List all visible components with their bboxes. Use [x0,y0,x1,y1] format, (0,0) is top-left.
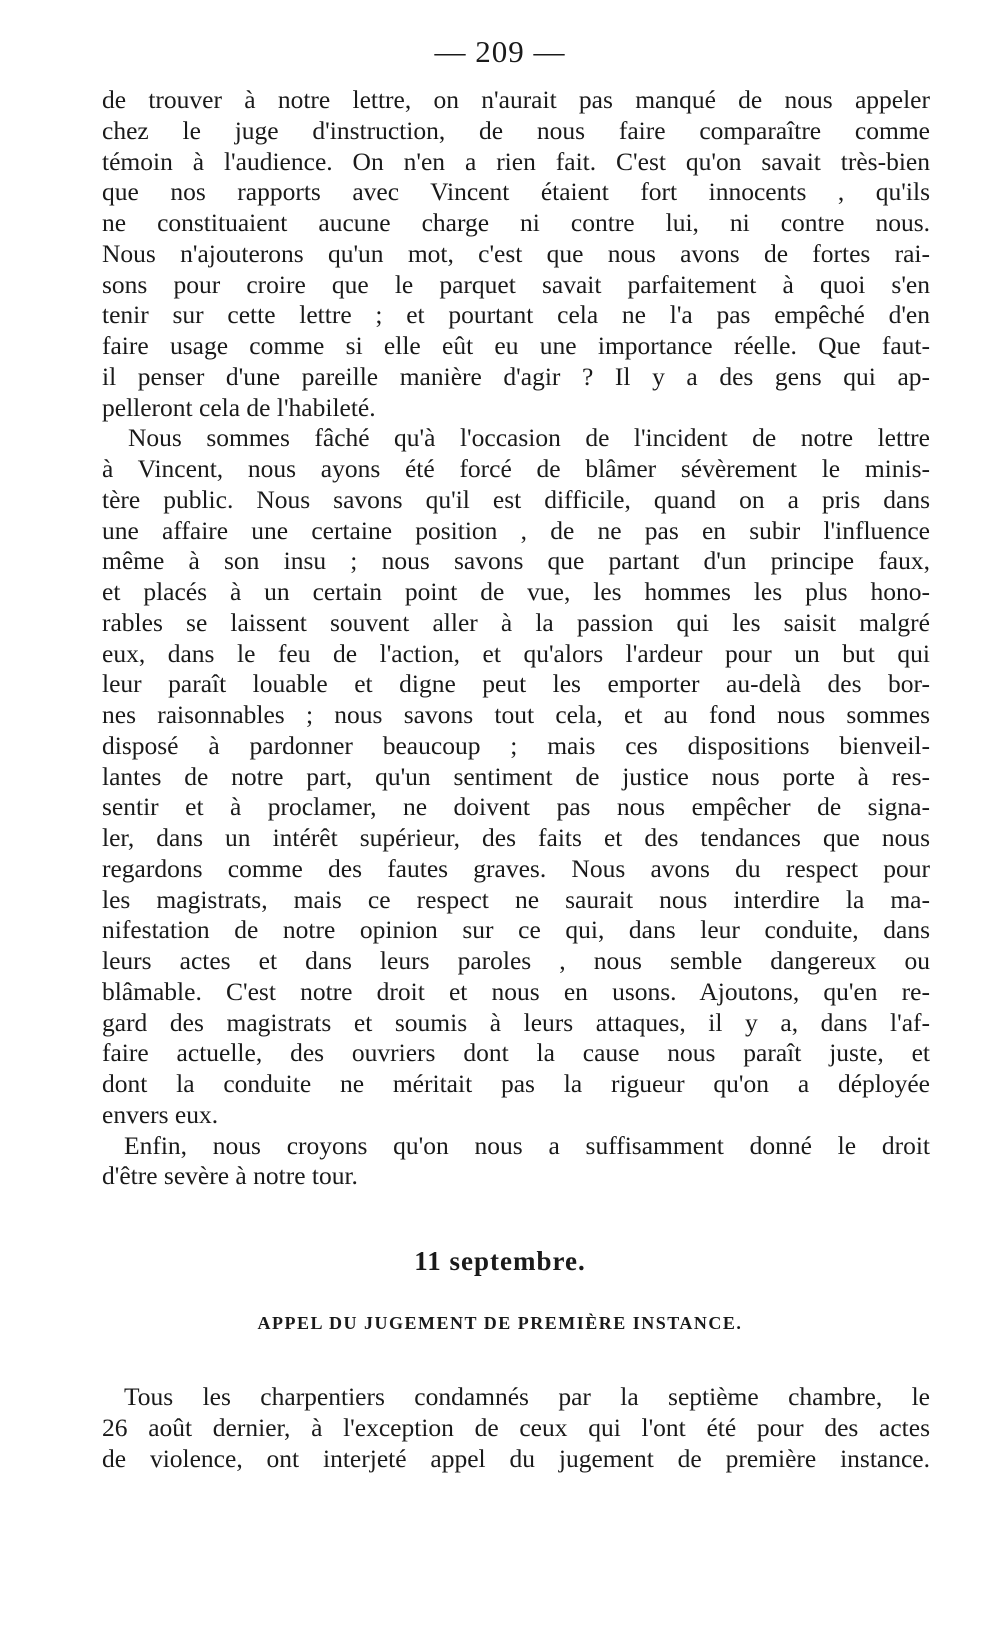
text-line: Nous sommes fâché qu'à l'occasion de l'incident de notre lettre [128,423,930,453]
text-line: leurs actes et dans leurs paroles , nous semble dangereux ou [102,946,930,975]
text-line: ler, dans un intérêt supérieur, des faits et des tendances que nous [102,823,930,852]
text-line: pelleront cela de l'habileté. [102,392,376,422]
text-line: ne constituaient aucune charge ni contre lui, ni contre nous. [102,208,930,237]
text-line: à Vincent, nous ayons été forcé de blâmer sévèrement le minis- [102,454,930,483]
text-line: sons pour croire que le parquet savait parfaitement à quoi s'en [102,269,930,299]
text-line: regardons comme des fautes graves. Nous avons du respect pour [102,853,930,883]
text-line: que nos rapports avec Vincent étaient fort innocents , qu'ils [102,177,930,207]
text-line: de violence, ont interjeté appel du jugement de première instance. [102,1444,930,1473]
text-line: et placés à un certain point de vue, les hommes les plus hono- [102,577,930,606]
text-line: gard des magistrats et soumis à leurs attaques, il y a, dans l'af- [102,1007,930,1037]
text-line: nes raisonnables ; nous savons tout cela, et au fond nous sommes [102,700,930,729]
text-line: Nous n'ajouterons qu'un mot, c'est que nous avons de fortes rai- [102,238,930,268]
section-date: 11 septembre. [414,1246,586,1276]
text-line: Tous les charpentiers condamnés par la septième chambre, le [124,1382,930,1411]
text-line: 26 août dernier, à l'exception de ceux qui l'ont été pour des actes [102,1413,930,1442]
text-line: Enfin, nous croyons qu'on nous a suffisamment donné le droit [124,1130,930,1160]
text-line: tère public. Nous savons qu'il est difficile, quand on a pris dans [102,484,930,514]
text-line: nifestation de notre opinion sur ce qui, dans leur conduite, dans [102,915,930,945]
body-text-2 [102,1381,930,1474]
section-heading: APPEL DU JUGEMENT DE PREMIÈRE INSTANCE. [257,1313,743,1333]
text-line: eux, dans le feu de l'action, et qu'alors l'ardeur pour un but qui [102,638,930,668]
text-line: de trouver à notre lettre, on n'aurait pas manqué de nous appeler [102,85,930,114]
text-line: les magistrats, mais ce respect ne saurait nous interdire la ma- [102,884,930,914]
text-line: dont la conduite ne méritait pas la rigueur qu'on a déployée [102,1069,930,1098]
text-line: d'être sevère à notre tour. [102,1161,358,1191]
text-line: envers eux. [102,1099,219,1129]
text-line: leur paraît louable et digne peut les emporter au-delà des bor- [102,669,930,699]
text-line: une affaire une certaine position , de ne pas en subir l'influence [102,515,930,545]
text-line: lantes de notre part, qu'un sentiment de justice nous porte à res- [102,761,930,791]
text-line: disposé à pardonner beaucoup ; mais ces dispositions bienveil- [102,730,930,760]
text-line: rables se laissent souvent aller à la passion qui les saisit malgré [102,607,930,637]
text-line: sentir et à proclamer, ne doivent pas nous empêcher de signa- [102,792,930,822]
text-line: faire actuelle, des ouvriers dont la cause nous paraît juste, et [102,1038,930,1068]
text-line: chez le juge d'instruction, de nous faire comparaître comme [102,115,930,145]
page-number: — 209 — [434,34,566,69]
text-line: il penser d'une pareille manière d'agir ? Il y a des gens qui ap- [102,361,930,391]
body-text [102,85,930,1192]
text-line: faire usage comme si elle eût eu une importance réelle. Que faut- [102,331,930,360]
text-line: tenir sur cette lettre ; et pourtant cela ne l'a pas empêché d'en [102,300,930,330]
text-line: blâmable. C'est notre droit et nous en usons. Ajoutons, qu'en re- [102,976,930,1006]
text-line: témoin à l'audience. On n'en a rien fait. C'est qu'on savait très-bien [102,146,930,176]
text-line: même à son insu ; nous savons que partant d'un principe faux, [102,546,930,576]
